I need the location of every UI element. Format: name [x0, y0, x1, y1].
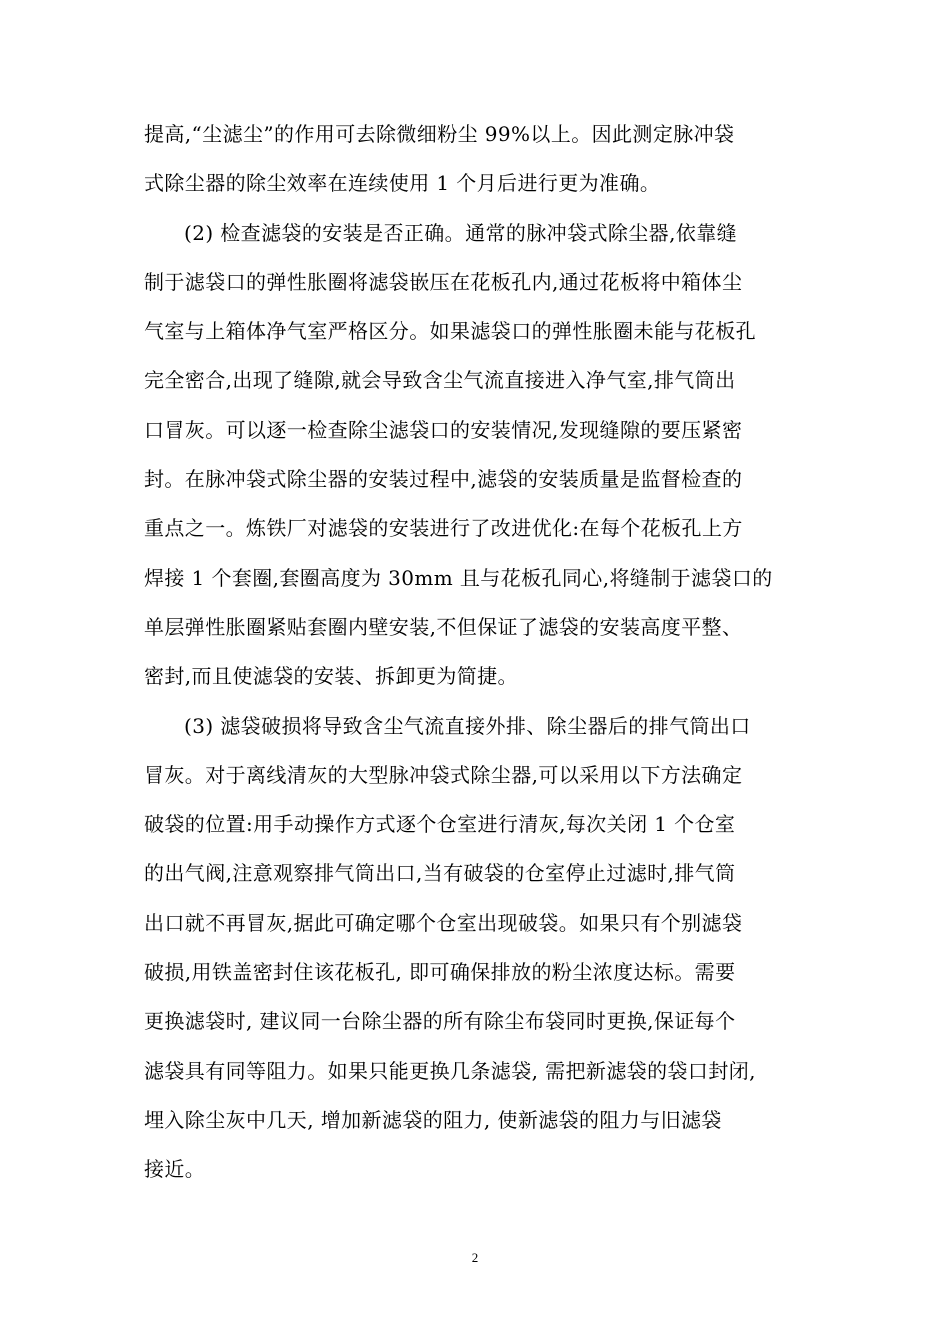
- text-line: 冒灰。对于离线清灰的大型脉冲袋式除尘器,可以采用以下方法确定: [144, 762, 743, 787]
- text-line: 提高,“尘滤尘”的作用可去除微细粉尘 99%以上。因此测定脉冲袋: [144, 122, 735, 146]
- text-line: 密封,而且使滤袋的安装、拆卸更为简捷。: [144, 664, 518, 689]
- text-line: 单层弹性胀圈紧贴套圈内壁安装,不但保证了滤袋的安装高度平整、: [144, 614, 743, 639]
- text-line: 埋入除尘灰中几天, 增加新滤袋的阻力, 使新滤袋的阻力与旧滤袋: [144, 1107, 722, 1132]
- text-line: 封。在脉冲袋式除尘器的安装过程中,滤袋的安装质量是监督检查的: [144, 467, 743, 492]
- paragraph-start-line: (3) 滤袋破损将导致含尘气流直接外排、除尘器后的排气筒出口: [184, 713, 751, 738]
- text-line: 完全密合,出现了缝隙,就会导致含尘气流直接进入净气室,排气筒出: [144, 368, 736, 393]
- text-line: 气室与上箱体净气室严格区分。如果滤袋口的弹性胀圈未能与花板孔: [144, 319, 756, 344]
- body-text: [144, 110, 824, 1195]
- text-line: 口冒灰。可以逐一检查除尘滤袋口的安装情况,发现缝隙的要压紧密: [144, 417, 743, 442]
- text-line: 焊接 1 个套圈,套圈高度为 30mm 且与花板孔同心,将缝制于滤袋口的: [144, 565, 773, 590]
- text-line: 重点之一。炼铁厂对滤袋的安装进行了改进优化:在每个花板孔上方: [144, 516, 743, 541]
- paragraph-start-line: (2) 检查滤袋的安装是否正确。通常的脉冲袋式除尘器,依靠缝: [184, 220, 738, 245]
- text-line: 更换滤袋时, 建议同一台除尘器的所有除尘布袋同时更换,保证每个: [144, 1009, 736, 1034]
- page-number: 2: [471, 1250, 479, 1265]
- text-line: 制于滤袋口的弹性胀圈将滤袋嵌压在花板孔内,通过花板将中箱体尘: [144, 269, 743, 294]
- text-line: 出口就不再冒灰,据此可确定哪个仓室出现破袋。如果只有个别滤袋: [144, 910, 743, 935]
- text-line: 接近。: [144, 1157, 206, 1182]
- text-line: 滤袋具有同等阻力。如果只能更换几条滤袋, 需把新滤袋的袋口封闭,: [144, 1058, 756, 1083]
- text-line: 式除尘器的除尘效率在连续使用 1 个月后进行更为准确。: [144, 171, 661, 196]
- text-line: 破损,用铁盖密封住该花板孔, 即可确保排放的粉尘浓度达标。需要: [144, 960, 736, 985]
- text-line: 破袋的位置:用手动操作方式逐个仓室进行清灰,每次关闭 1 个仓室: [144, 812, 736, 837]
- text-line: 的出气阀,注意观察排气筒出口,当有破袋的仓室停止过滤时,排气筒: [144, 861, 736, 886]
